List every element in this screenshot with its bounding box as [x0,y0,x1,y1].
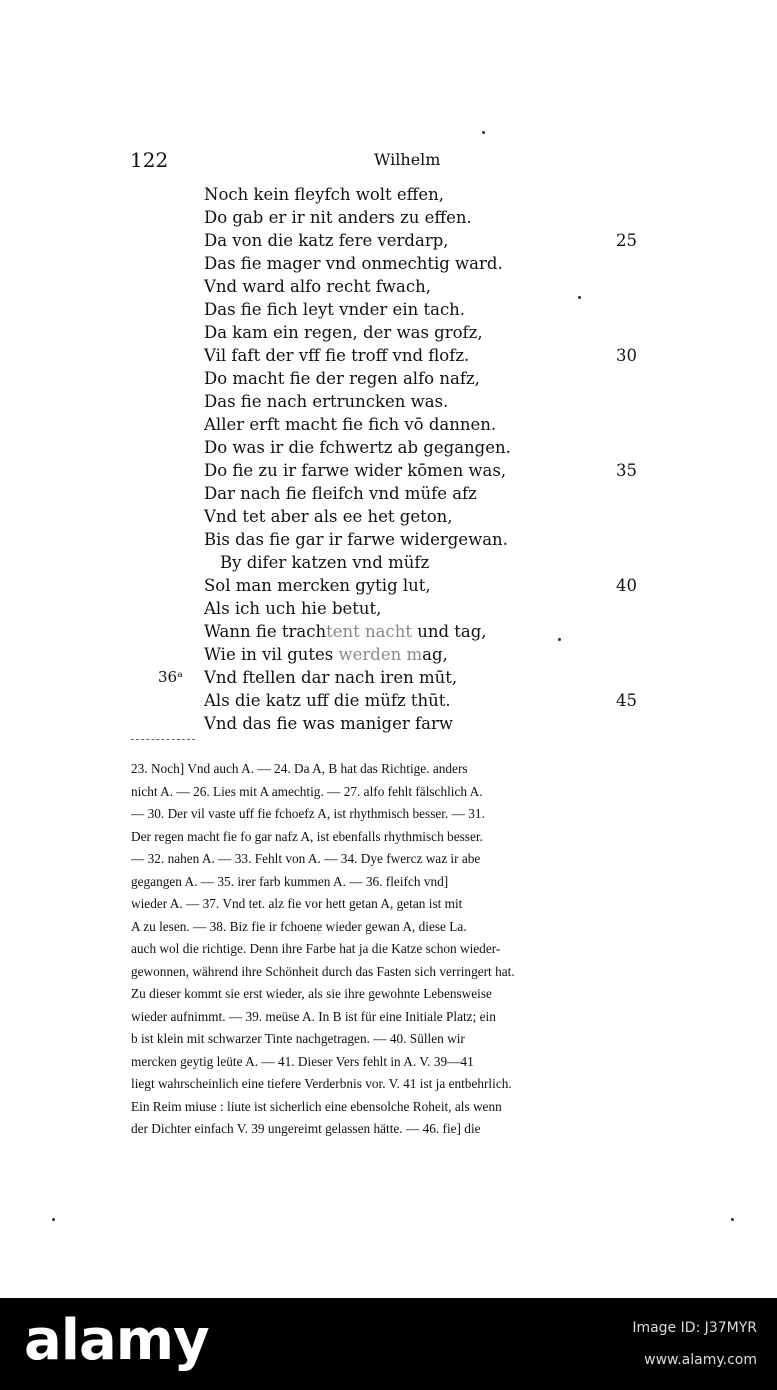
verse-line [0,620,777,643]
verse-text: Da von die katz fere verdarp, [204,231,449,250]
stock-watermark-bar [0,1298,777,1390]
verse-line [0,229,777,252]
verse-line [0,666,777,689]
verse-text: Da kam ein regen, der was grofz, [204,323,483,342]
verse-line [0,367,777,390]
verse-text: Als die katz uff die müfz thūt. [204,691,451,710]
note-line: b ist klein mit schwarzer Tinte nachgetragen. — 40. Süllen wir [131,1031,465,1046]
verse-text-faded: tent nacht [326,622,418,641]
verse-number: 45 [616,691,637,710]
stock-image-id: Image ID: J37MYR [632,1320,757,1336]
note-line: gewonnen, während ihre Schönheit durch das Fasten sich verringert hat. [131,963,515,979]
note-line: gegangen A. — 35. irer farb kummen A. — 36. fleifch vnd] [131,873,449,889]
verse-text: Do fie zu ir farwe wider kōmen was, [204,461,507,480]
verse-line [0,597,777,620]
verse-line [0,206,777,229]
verse-line [0,183,777,206]
verse-text-part: Wann fie trach [204,622,327,641]
verse-line [0,712,777,735]
note-line: nicht A. — 26. Lies mit A amechtig. — 27. alfo fehlt fälschlich A. [131,783,483,799]
critical-apparatus [131,758,679,1141]
verse-text-part: Wie in vil gutes [204,645,339,664]
running-title: Wilhelm [374,150,441,169]
verse-line [0,459,777,482]
note-line: A zu lesen. — 38. Biz fie ir fchoene wieder gewan A, diese La. [131,918,467,934]
verse-text: Vil faft der vff fie troff vnd flofz. [204,346,470,365]
verse-line [0,689,777,712]
scan-speck [52,1218,55,1221]
verse-text: Vnd ftellen dar nach iren mūt, [204,668,458,687]
scan-speck [578,296,581,299]
verse-text: Vnd tet aber als ee het geton, [204,507,453,526]
verse-line [0,482,777,505]
verse-line [0,643,777,666]
note-line: mercken geytig leüte A. — 41. Dieser Vers fehlt in A. V. 39—41 [131,1053,474,1069]
scan-speck [482,131,485,134]
verse-line [0,551,777,574]
verse-text: Do gab er ir nit anders zu effen. [204,208,472,227]
scan-speck [558,638,561,641]
verse-text-part: und tag, [417,622,487,641]
note-line: liegt wahrscheinlich eine tiefere Verderbnis vor. V. 41 ist ja entbehrlich. [131,1076,512,1091]
verse-line [0,528,777,551]
verse-text [204,620,487,643]
note-line: — 32. nahen A. — 33. Fehlt von A. — 34. Dye fwercz waz ir abe [131,851,481,866]
note-line: Ein Reim miuse : liute ist sicherlich eine ebensolche Roheit, als wenn [131,1098,502,1114]
verse-line [0,275,777,298]
note-line: Der regen macht fie fo gar nafz A, ist ebenfalls rhythmisch besser. [131,828,483,844]
verse-text [204,643,448,666]
verse-text: Aller erft macht fie fich vō dannen. [204,415,497,434]
verse-line [0,344,777,367]
verse-line [0,413,777,436]
verse-text: Vnd ward alfo recht fwach, [204,277,431,296]
verse-number: 30 [616,346,637,365]
note-line: wieder A. — 37. Vnd tet. alz fie vor hett getan A, getan ist mit [131,896,463,911]
stock-url: www.alamy.com [644,1352,757,1368]
verse-line [0,505,777,528]
verse-text: Dar nach fie fleifch vnd müfe afz [204,484,477,503]
note-line: 23. Noch] Vnd auch A. — 24. Da A, B hat das Richtige. anders [131,761,468,776]
verse-text: Do was ir die fchwertz ab gegangen. [204,438,511,457]
verse-text: Vnd das fie was maniger farw [204,714,453,733]
verse-number: 35 [616,461,637,480]
verse-line [0,252,777,275]
verse-line [0,321,777,344]
verse-text: Das fie fich leyt vnder ein tach. [204,300,466,319]
scan-speck [731,1218,734,1221]
footnote-separator [131,739,195,740]
verse-number: 40 [616,576,637,595]
verse-number: 25 [616,231,637,250]
page-header [130,148,650,172]
verse-line [0,298,777,321]
note-line: der Dichter einfach V. 39 ungereimt gelassen hätte. — 46. fie] die [131,1121,481,1136]
verse-text: Das fie mager vnd onmechtig ward. [204,254,503,273]
verse-text: Bis das fie gar ir farwe widergewan. [204,530,508,549]
note-line: auch wol die richtige. Denn ihre Farbe hat ja die Katze schon wieder- [131,941,501,956]
verse-text: Sol man mercken gytig lut, [204,576,431,595]
verse-text: Als ich uch hie betut, [204,599,382,618]
stock-logo: alamy [24,1308,209,1373]
page-number: 122 [130,148,169,172]
verse-line [0,390,777,413]
note-line: Zu dieser kommt sie erst wieder, als sie ihre gewohnte Lebensweise [131,986,492,1001]
verse-text: Do macht fie der regen alfo nafz, [204,369,480,388]
verse-line [0,574,777,597]
verse-text-faded: werden m [338,645,423,664]
note-line: — 30. Der vil vaste uff fie fchoefz A, ist rhythmisch besser. — 31. [131,806,485,821]
verse-text: By difer katzen vnd müfz [220,553,430,572]
verse-line [0,436,777,459]
note-line: wieder aufnimmt. — 39. meüse A. In B ist für eine Initiale Platz; ein [131,1008,496,1024]
verse-text: Noch kein fleyfch wolt effen, [204,185,445,204]
verse-text: Das fie nach ertruncken was. [204,392,449,411]
verse-text-part: ag, [422,645,448,664]
folio-marker: 36ᵃ [158,668,183,686]
